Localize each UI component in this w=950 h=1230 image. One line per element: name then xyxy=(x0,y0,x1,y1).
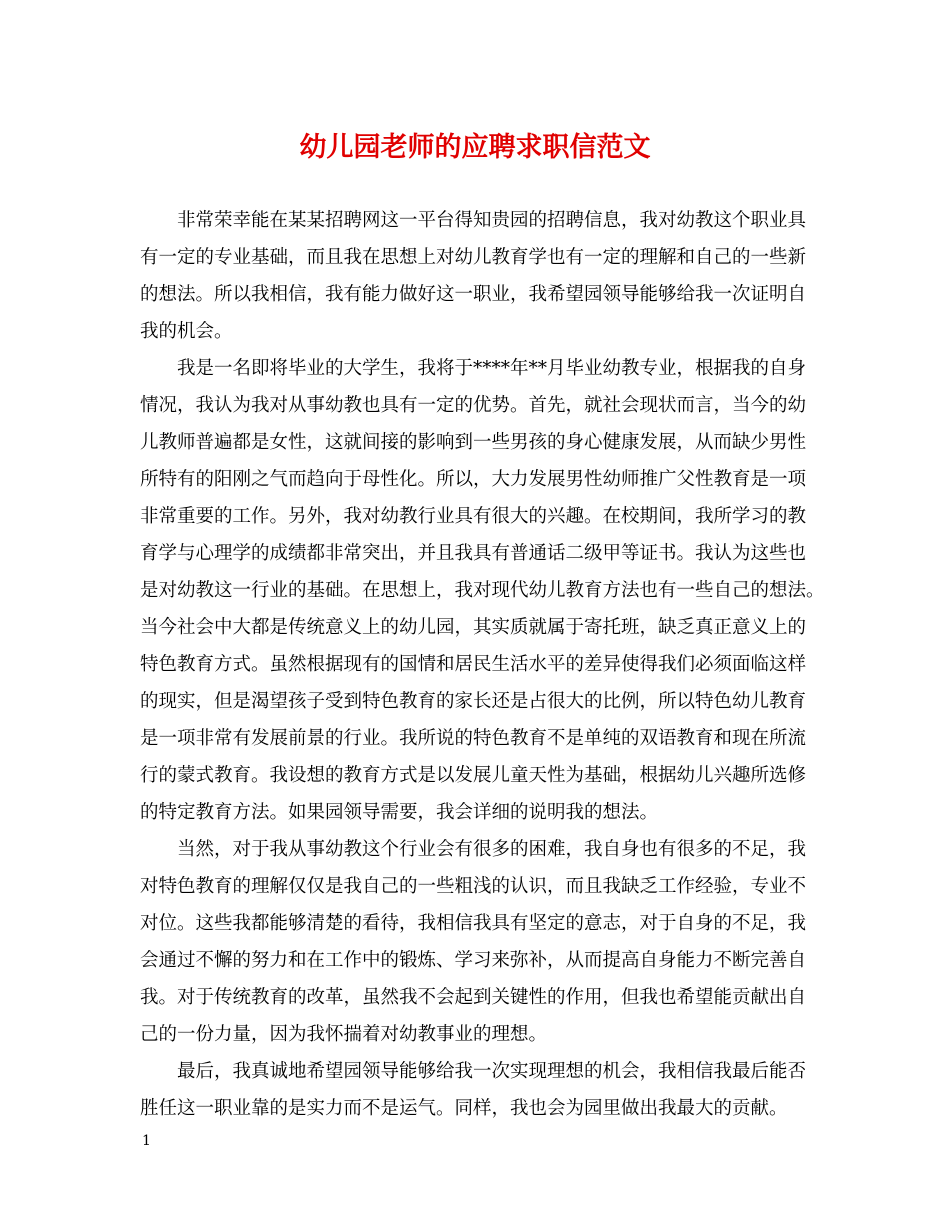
text-line: 是一项非常有发展前景的行业。我所说的特色教育不是单纯的双语教育和现在所流 xyxy=(140,728,807,749)
text-line: 当然，对于我从事幼教这个行业会有很多的困难，我自身也有很多的不足，我 xyxy=(177,839,807,860)
text-line: 情况，我认为我对从事幼教也具有一定的优势。首先，就社会现状而言，当今的幼 xyxy=(140,395,807,416)
text-line: 会通过不懈的努力和在工作中的锻炼、学习来弥补，从而提高自身能力不断完善自 xyxy=(140,950,807,971)
text-line: 的想法。所以我相信，我有能力做好这一职业，我希望园领导能够给我一次证明自 xyxy=(140,284,807,305)
text-line: 所特有的阳刚之气而趋向于母性化。所以，大力发展男性幼师推广父性教育是一项 xyxy=(140,469,807,490)
text-line: 我的机会。 xyxy=(140,321,233,342)
text-line: 是对幼教这一行业的基础。在思想上，我对现代幼儿教育方法也有一些自己的想法。 xyxy=(140,580,825,601)
letter-body xyxy=(140,202,825,1127)
text-line: 胜任这一职业靠的是实力而不是运气。同样，我也会为园里做出我最大的贡献。 xyxy=(140,1098,788,1119)
text-line: 己的一份力量，因为我怀揣着对幼教事业的理想。 xyxy=(140,1024,548,1045)
text-line: 我。对于传统教育的改革，虽然我不会起到关键性的作用，但我也希望能贡献出自 xyxy=(140,987,807,1008)
text-line: 非常重要的工作。另外，我对幼教行业具有很大的兴趣。在校期间，我所学习的教 xyxy=(140,506,807,527)
text-line: 育学与心理学的成绩都非常突出，并且我具有普通话二级甲等证书。我认为这些也 xyxy=(140,543,807,564)
text-line: 有一定的专业基础，而且我在思想上对幼儿教育学也有一定的理解和自己的一些新 xyxy=(140,247,807,268)
text-line: 对特色教育的理解仅仅是我自己的一些粗浅的认识，而且我缺乏工作经验，专业不 xyxy=(140,876,807,897)
text-line: 对位。这些我都能够清楚的看待，我相信我具有坚定的意志，对于自身的不足，我 xyxy=(140,913,807,934)
text-line: 当今社会中大都是传统意义上的幼儿园，其实质就属于寄托班，缺乏真正意义上的 xyxy=(140,617,807,638)
text-line: 我是一名即将毕业的大学生，我将于****年**月毕业幼教专业，根据我的自身 xyxy=(177,358,807,379)
text-line: 非常荣幸能在某某招聘网这一平台得知贵园的招聘信息，我对幼教这个职业具 xyxy=(177,210,807,231)
text-line: 行的蒙式教育。我设想的教育方式是以发展儿童天性为基础，根据幼儿兴趣所选修 xyxy=(140,765,807,786)
text-line: 的现实，但是渴望孩子受到特色教育的家长还是占很大的比例，所以特色幼儿教育 xyxy=(140,691,807,712)
text-line: 最后，我真诚地希望园领导能够给我一次实现理想的机会，我相信我最后能否 xyxy=(177,1061,807,1082)
text-line: 儿教师普遍都是女性，这就间接的影响到一些男孩的身心健康发展，从而缺少男性 xyxy=(140,432,807,453)
document-title: 幼儿园老师的应聘求职信范文 xyxy=(299,132,651,163)
text-line: 的特定教育方法。如果园领导需要，我会详细的说明我的想法。 xyxy=(140,802,659,823)
page-number: 1 xyxy=(142,1133,151,1149)
text-line: 特色教育方式。虽然根据现有的国情和居民生活水平的差异使得我们必须面临这样 xyxy=(140,654,807,675)
